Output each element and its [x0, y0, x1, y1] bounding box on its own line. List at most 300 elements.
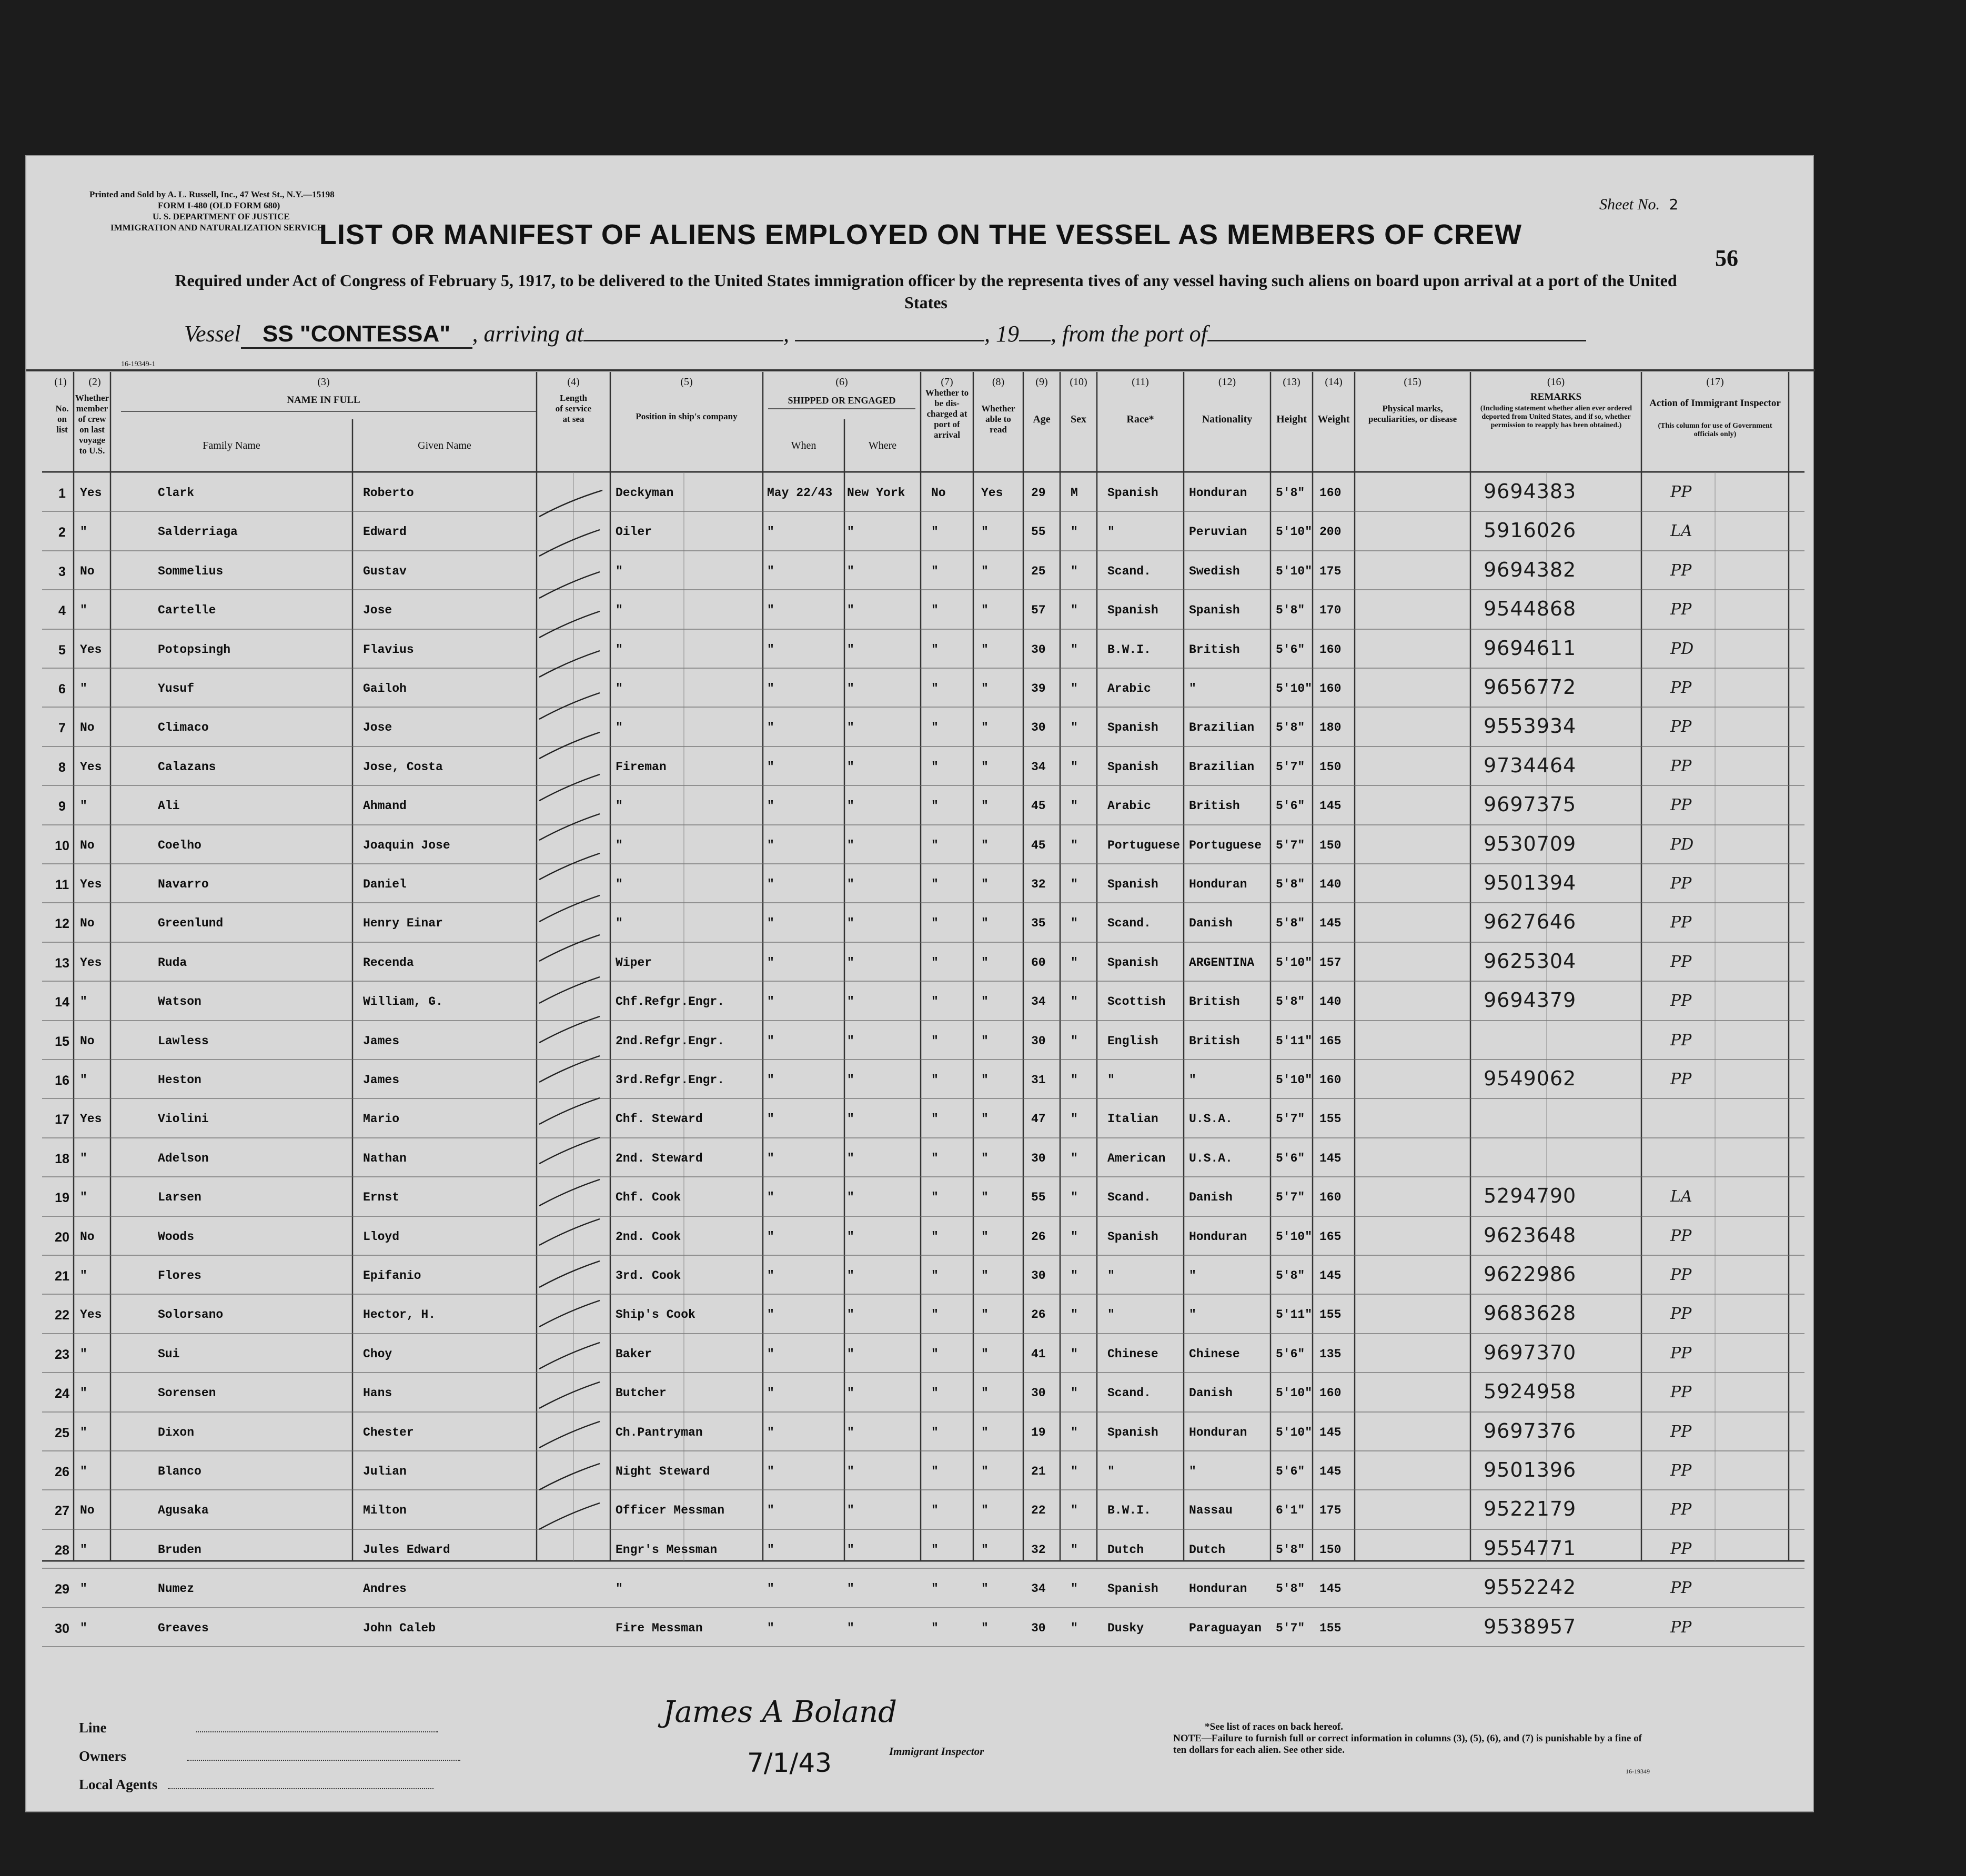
cell-read: " — [981, 1112, 989, 1126]
cell-where: " — [847, 525, 854, 539]
cell-no: 18 — [55, 1151, 69, 1166]
cell-height: 5'8" — [1276, 1582, 1305, 1596]
cell-position: Fire Messman — [616, 1621, 703, 1635]
cell-family: Yusuf — [158, 682, 195, 695]
imprint-line: U. S. DEPARTMENT OF JUSTICE — [153, 211, 290, 221]
vessel-label: Vessel — [184, 321, 241, 347]
cell-family: Heston — [158, 1073, 201, 1087]
cell-nationality: Chinese — [1189, 1347, 1240, 1361]
cell-sex: " — [1071, 878, 1078, 891]
cell-nationality: Nassau — [1189, 1504, 1233, 1518]
cell-crew: " — [80, 799, 87, 813]
cell-when: " — [767, 1542, 774, 1557]
cell-read: " — [981, 1621, 989, 1635]
cell-sex: " — [1071, 603, 1078, 618]
cell-weight: 175 — [1319, 1504, 1342, 1518]
table-row — [42, 475, 1804, 513]
cell-sex: " — [1071, 642, 1078, 657]
cell-weight: 150 — [1319, 838, 1342, 852]
cell-height: 5'10" — [1276, 1073, 1313, 1087]
cell-action: PP — [1670, 1579, 1692, 1598]
column-number: (10) — [1070, 376, 1087, 388]
cell-given: Roberto — [363, 486, 414, 500]
cell-when: " — [767, 1465, 774, 1478]
cell-crew: " — [80, 1191, 87, 1205]
cell-nationality: " — [1189, 1269, 1196, 1283]
cell-crew: Yes — [80, 955, 102, 970]
cell-race: Spanish — [1107, 955, 1158, 970]
cell-discharged: " — [931, 1425, 939, 1439]
cell-family: Sommelius — [158, 564, 224, 578]
cell-position: Chf. Cook — [616, 1191, 681, 1205]
cell-no: 3 — [58, 564, 66, 579]
cell-family: Woods — [158, 1229, 195, 1244]
cell-discharged: " — [931, 603, 939, 618]
cell-remark: 9694382 — [1484, 558, 1577, 581]
cell-weight: 165 — [1319, 1229, 1342, 1244]
cell-height: 5'7" — [1276, 1191, 1305, 1205]
cell-race: " — [1107, 1308, 1115, 1322]
cell-given: Hector, H. — [363, 1308, 436, 1322]
cell-nationality: " — [1189, 1308, 1196, 1322]
cell-height: 5'7" — [1276, 838, 1305, 852]
cell-where: " — [847, 1151, 854, 1165]
cell-sex: " — [1071, 1151, 1078, 1165]
cell-position: Officer Messman — [616, 1504, 725, 1518]
cell-action: PP — [1670, 600, 1692, 619]
column-number: (3) — [317, 376, 330, 388]
cell-when: " — [767, 564, 774, 578]
table-row — [42, 513, 1804, 552]
cell-given: Andres — [363, 1582, 407, 1596]
cell-remark: 9530709 — [1484, 832, 1577, 855]
cell-read: " — [981, 682, 989, 695]
column-number: (5) — [680, 376, 693, 388]
cell-position: 3rd. Cook — [616, 1269, 681, 1283]
cell-discharged: " — [931, 525, 939, 539]
table-row — [42, 592, 1804, 631]
cell-age: 26 — [1031, 1229, 1046, 1244]
cell-position: 3rd.Refgr.Engr. — [616, 1073, 725, 1087]
cell-weight: 155 — [1319, 1308, 1342, 1322]
cell-age: 21 — [1031, 1465, 1046, 1478]
cell-position: Ch.Pantryman — [616, 1425, 703, 1439]
cell-sex: " — [1071, 1582, 1078, 1596]
cell-race: Scand. — [1107, 1386, 1151, 1400]
cell-family: Solorsano — [158, 1308, 224, 1322]
cell-crew: " — [80, 995, 87, 1009]
cell-family: Cartelle — [158, 603, 216, 618]
column-number: (2) — [88, 376, 101, 388]
cell-given: Henry Einar — [363, 916, 443, 931]
cell-given: Mario — [363, 1112, 400, 1126]
cell-discharged: " — [931, 564, 939, 578]
form-code-bottom: 16-19349 — [1626, 1768, 1650, 1775]
cell-age: 19 — [1031, 1425, 1046, 1439]
cell-remark: 9697375 — [1484, 793, 1577, 816]
cell-weight: 160 — [1319, 486, 1342, 500]
signature-date: 7/1/43 — [747, 1748, 832, 1778]
cell-when: " — [767, 1112, 774, 1126]
cell-when: " — [767, 1151, 774, 1165]
cell-age: 32 — [1031, 878, 1046, 891]
cell-sex: " — [1071, 1347, 1078, 1361]
cell-height: 5'8" — [1276, 878, 1305, 891]
header-race: Race* — [1126, 413, 1154, 425]
cell-no: 1 — [58, 486, 66, 501]
column-number: (6) — [835, 376, 848, 388]
cell-action: PP — [1670, 757, 1692, 775]
cell-age: 41 — [1031, 1347, 1046, 1361]
cell-read: " — [981, 1347, 989, 1361]
cell-action: PP — [1670, 1500, 1692, 1519]
cell-height: 5'10" — [1276, 1229, 1313, 1244]
cell-discharged: " — [931, 642, 939, 657]
cell-action: PP — [1670, 679, 1692, 697]
cell-discharged: " — [931, 995, 939, 1009]
cell-height: 5'6" — [1276, 642, 1305, 657]
cell-position: " — [616, 564, 623, 578]
cell-family: Clark — [158, 486, 195, 500]
cell-position: " — [616, 682, 623, 695]
cell-position: Night Steward — [616, 1465, 710, 1478]
cell-given: Gustav — [363, 564, 407, 578]
cell-action: PP — [1670, 1344, 1692, 1363]
cell-age: 22 — [1031, 1504, 1046, 1518]
cell-weight: 135 — [1319, 1347, 1342, 1361]
cell-action: PP — [1670, 1422, 1692, 1441]
cell-given: Ahmand — [363, 799, 407, 813]
cell-position: 2nd. Steward — [616, 1151, 703, 1165]
cell-action: PP — [1670, 992, 1692, 1011]
cell-no: 22 — [55, 1308, 69, 1323]
table-row — [42, 1179, 1804, 1218]
cell-when: " — [767, 1269, 774, 1283]
cell-remark: 9623648 — [1484, 1223, 1577, 1247]
cell-no: 20 — [55, 1229, 69, 1245]
cell-race: Scand. — [1107, 1191, 1151, 1205]
cell-crew: Yes — [80, 760, 102, 774]
port-label: , from the port of — [1050, 321, 1207, 347]
page-number: 56 — [1715, 245, 1738, 271]
cell-where: " — [847, 682, 854, 695]
cell-no: 23 — [55, 1347, 69, 1362]
cell-age: 60 — [1031, 955, 1046, 970]
cell-nationality: " — [1189, 682, 1196, 695]
cell-where: " — [847, 838, 854, 852]
table-row — [42, 749, 1804, 788]
cell-race: " — [1107, 1073, 1115, 1087]
sheet-number-value: 2 — [1669, 196, 1679, 213]
cell-remark: 5924958 — [1484, 1380, 1577, 1404]
cell-when: " — [767, 955, 774, 970]
cell-given: Milton — [363, 1504, 407, 1518]
cell-no: 24 — [55, 1386, 69, 1401]
arriving-label: , arriving at — [472, 321, 583, 347]
cell-position: Butcher — [616, 1386, 667, 1400]
cell-given: Julian — [363, 1465, 407, 1478]
cell-remark: 9538957 — [1484, 1615, 1577, 1638]
cell-read: " — [981, 878, 989, 891]
cell-family: Bruden — [158, 1542, 201, 1557]
cell-sex: " — [1071, 838, 1078, 852]
cell-no: 5 — [58, 642, 66, 658]
cell-race: English — [1107, 1034, 1158, 1048]
cell-age: 30 — [1031, 1386, 1046, 1400]
cell-crew: " — [80, 603, 87, 618]
cell-discharged: " — [931, 682, 939, 695]
cell-age: 34 — [1031, 760, 1046, 774]
cell-given: Recenda — [363, 955, 414, 970]
cell-given: Nathan — [363, 1151, 407, 1165]
cell-remark: 9694611 — [1484, 636, 1577, 660]
cell-where: " — [847, 1229, 854, 1244]
cell-given: Chester — [363, 1425, 414, 1439]
cell-discharged: " — [931, 1112, 939, 1126]
cell-weight: 160 — [1319, 1386, 1342, 1400]
table-row — [42, 827, 1804, 866]
cell-read: " — [981, 1229, 989, 1244]
cell-when: May 22/43 — [767, 486, 833, 500]
cell-given: Choy — [363, 1347, 392, 1361]
cell-height: 5'6" — [1276, 799, 1305, 813]
cell-age: 30 — [1031, 721, 1046, 735]
cell-where: " — [847, 1073, 854, 1087]
footer-note — [1173, 1721, 1647, 1756]
cell-sex: " — [1071, 1034, 1078, 1048]
cell-read: " — [981, 1542, 989, 1557]
table-row — [42, 1296, 1804, 1335]
table-row — [42, 631, 1804, 670]
cell-race: Scand. — [1107, 916, 1151, 931]
cell-weight: 170 — [1319, 603, 1342, 618]
column-number: (1) — [54, 376, 67, 388]
table-row — [42, 1140, 1804, 1179]
cell-read: " — [981, 1151, 989, 1165]
cell-crew: No — [80, 564, 95, 578]
header-crew-last-voyage: Whether member of crew on last voyage to U.S. — [75, 393, 109, 456]
table-row — [42, 1062, 1804, 1101]
cell-height: 5'11" — [1276, 1308, 1313, 1322]
cell-weight: 140 — [1319, 995, 1342, 1009]
cell-read: " — [981, 760, 989, 774]
cell-where: " — [847, 1542, 854, 1557]
cell-race: Spanish — [1107, 721, 1158, 735]
cell-race: Spanish — [1107, 1425, 1158, 1439]
cell-where: " — [847, 1582, 854, 1596]
cell-no: 4 — [58, 603, 66, 619]
cell-crew: " — [80, 1621, 87, 1635]
cell-no: 28 — [55, 1542, 69, 1558]
header-family-name: Family Name — [203, 440, 260, 451]
cell-race: B.W.I. — [1107, 1504, 1151, 1518]
cell-family: Greenlund — [158, 916, 224, 931]
owners-field — [79, 1742, 460, 1770]
year-label: 19 — [995, 321, 1019, 347]
sheet-number-label: Sheet No. — [1599, 196, 1660, 213]
cell-family: Sui — [158, 1347, 180, 1361]
cell-sex: M — [1071, 486, 1078, 500]
header-length-service: Length of service at sea — [555, 393, 592, 424]
cell-when: " — [767, 760, 774, 774]
cell-race: Dutch — [1107, 1542, 1144, 1557]
cell-position: Baker — [616, 1347, 652, 1361]
cell-sex: " — [1071, 1073, 1078, 1087]
column-number: (14) — [1325, 376, 1343, 388]
cell-position: Chf. Steward — [616, 1112, 703, 1126]
cell-weight: 150 — [1319, 1542, 1342, 1557]
table-row — [42, 905, 1804, 944]
cell-race: Scottish — [1107, 995, 1166, 1009]
cell-where: New York — [847, 486, 905, 500]
cell-action: PP — [1670, 796, 1692, 815]
cell-crew: Yes — [80, 642, 102, 657]
cell-read: " — [981, 838, 989, 852]
cell-race: Portuguese — [1107, 838, 1181, 852]
cell-no: 6 — [58, 682, 66, 697]
cell-nationality: Spanish — [1189, 603, 1240, 618]
cell-action: LA — [1670, 1187, 1692, 1206]
cell-given: James — [363, 1073, 400, 1087]
cell-nationality: British — [1189, 1034, 1240, 1048]
cell-age: 25 — [1031, 564, 1046, 578]
cell-discharged: " — [931, 878, 939, 891]
cell-race: American — [1107, 1151, 1166, 1165]
header-remarks: REMARKS — [1530, 391, 1582, 402]
header-rule — [26, 369, 1815, 371]
cell-discharged: " — [931, 799, 939, 813]
cell-position: " — [616, 603, 623, 618]
cell-sex: " — [1071, 1465, 1078, 1478]
cell-read: " — [981, 1582, 989, 1596]
line-field — [79, 1713, 460, 1742]
line-label: Line — [79, 1720, 107, 1736]
cell-remark: 9656772 — [1484, 675, 1577, 699]
header-able-to-read: Whether able to read — [981, 404, 1015, 435]
cell-where: " — [847, 995, 854, 1009]
cell-race: " — [1107, 1465, 1115, 1478]
cell-no: 29 — [55, 1582, 69, 1597]
cell-discharged: " — [931, 1073, 939, 1087]
cell-height: 5'8" — [1276, 916, 1305, 931]
cell-when: " — [767, 525, 774, 539]
header-action-inspector: Action of Immigrant Inspector — [1649, 398, 1781, 409]
table-row — [42, 1336, 1804, 1375]
table-row — [42, 1257, 1804, 1296]
cell-given: John Caleb — [363, 1621, 436, 1635]
form-code: 16-19349-1 — [121, 360, 156, 368]
cell-crew: " — [80, 682, 87, 695]
cell-sex: " — [1071, 760, 1078, 774]
cell-read: " — [981, 603, 989, 618]
header-no-on-list: No. on list — [55, 404, 69, 435]
cell-crew: No — [80, 1034, 95, 1048]
cell-remark: 9697370 — [1484, 1340, 1577, 1364]
cell-when: " — [767, 799, 774, 813]
cell-position: Fireman — [616, 760, 667, 774]
cell-read: " — [981, 1386, 989, 1400]
cell-weight: 145 — [1319, 1151, 1342, 1165]
cell-when: " — [767, 1347, 774, 1361]
cell-position: Deckyman — [616, 486, 674, 500]
cell-weight: 145 — [1319, 1269, 1342, 1283]
cell-discharged: " — [931, 1542, 939, 1557]
cell-action: LA — [1670, 522, 1692, 541]
cell-crew: " — [80, 1425, 87, 1439]
cell-discharged: " — [931, 760, 939, 774]
cell-crew: Yes — [80, 1308, 102, 1322]
cell-position: Wiper — [616, 955, 652, 970]
header-age: Age — [1033, 413, 1051, 425]
cell-weight: 155 — [1319, 1112, 1342, 1126]
footer-fields — [79, 1713, 460, 1799]
cell-no: 9 — [58, 799, 66, 814]
header-given-name: Given Name — [418, 440, 471, 451]
cell-weight: 145 — [1319, 1582, 1342, 1596]
cell-sex: " — [1071, 525, 1078, 539]
cell-discharged: " — [931, 1386, 939, 1400]
cell-race: Scand. — [1107, 564, 1151, 578]
cell-height: 6'1" — [1276, 1504, 1305, 1518]
cell-remark: 9694383 — [1484, 480, 1577, 503]
cell-age: 30 — [1031, 1269, 1046, 1283]
cell-height: 5'8" — [1276, 995, 1305, 1009]
cell-no: 2 — [58, 525, 66, 540]
cell-given: Ernst — [363, 1191, 400, 1205]
cell-family: Watson — [158, 995, 201, 1009]
table-row — [42, 1218, 1804, 1257]
cell-read: " — [981, 1465, 989, 1478]
cell-height: 5'10" — [1276, 682, 1313, 695]
cell-family: Coelho — [158, 838, 201, 852]
header-where: Where — [868, 440, 897, 451]
column-number: (4) — [567, 376, 580, 388]
arrival-port-blank — [583, 340, 783, 341]
agents-blank — [168, 1788, 433, 1789]
cell-nationality: Brazilian — [1189, 760, 1255, 774]
cell-no: 14 — [55, 995, 69, 1010]
cell-discharged: " — [931, 955, 939, 970]
cell-age: 32 — [1031, 1542, 1046, 1557]
cell-where: " — [847, 1269, 854, 1283]
cell-discharged: No — [931, 486, 946, 500]
cell-race: Chinese — [1107, 1347, 1158, 1361]
cell-family: Dixon — [158, 1425, 195, 1439]
cell-where: " — [847, 721, 854, 735]
cell-action: PP — [1670, 1305, 1692, 1324]
cell-no: 13 — [55, 955, 69, 971]
table-row — [42, 1531, 1804, 1570]
cell-position: " — [616, 916, 623, 931]
cell-no: 10 — [55, 838, 69, 853]
cell-age: 30 — [1031, 642, 1046, 657]
header-remarks-detail: (Including statement whether alien ever ordered deported from United States, and if so, whether permission to reapply has been obtained.) — [1480, 405, 1632, 429]
header-action-note: (This column for use of Government officials only) — [1658, 422, 1772, 438]
owners-blank — [187, 1760, 460, 1761]
cell-where: " — [847, 1034, 854, 1048]
races-note: *See list of races on back hereof. — [1205, 1721, 1343, 1732]
cell-sex: " — [1071, 682, 1078, 695]
header-weight: Weight — [1317, 413, 1350, 425]
cell-race: Italian — [1107, 1112, 1158, 1126]
cell-nationality: Honduran — [1189, 1229, 1247, 1244]
cell-family: Calazans — [158, 760, 216, 774]
cell-where: " — [847, 878, 854, 891]
cell-nationality: British — [1189, 642, 1240, 657]
cell-height: 5'11" — [1276, 1034, 1313, 1048]
cell-read: " — [981, 1308, 989, 1322]
cell-action: PP — [1670, 1383, 1692, 1402]
